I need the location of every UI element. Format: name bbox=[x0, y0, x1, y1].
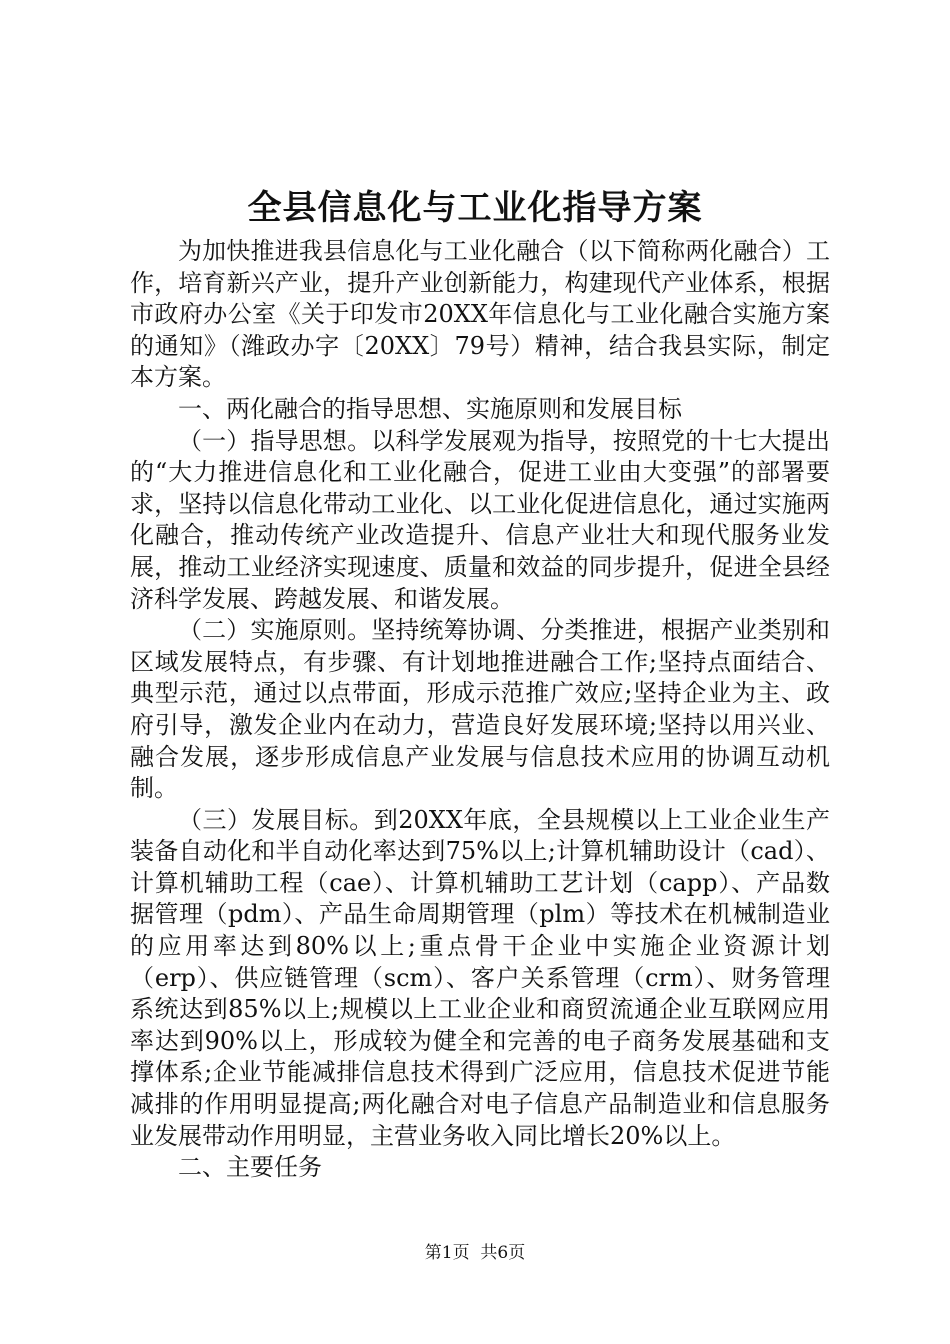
footer-gap bbox=[470, 1243, 481, 1263]
document-body bbox=[130, 236, 830, 1184]
section-heading-2: 二、主要任务 bbox=[178, 1153, 322, 1182]
page-total: 共6页 bbox=[480, 1243, 526, 1263]
guiding-thought-paragraph: （一）指导思想。以科学发展观为指导，按照党的十七大提出的“大力推进信息化和工业化融合，促进工业由大变强”的部署要求，坚持以信息化带动工业化、以工业化促进信息化，通过实施两化融合，推动传统产业改造提升、信息产业壮大和现代服务业发展，推动工业经济实现速度、质量和效益的同步提升，促进全县经济科学发展、跨越发展、和谐发展。 bbox=[130, 426, 830, 613]
page-footer bbox=[0, 1241, 950, 1265]
goals-paragraph: （三）发展目标。到20XX年底，全县规模以上工业企业生产装备自动化和半自动化率达到75%以上;计算机辅助设计（cad）、计算机辅助工程（cae）、计算机辅助工艺计划（capp）、产品数据管理（pdm）、产品生命周期管理（plm）等技术在机械制造业的应用率达到80%以上;重点骨干企业中实施企业资源计划（erp）、供应链管理（scm）、客户关系管理（crm）、财务管理系统达到85%以上;规模以上工业企业和商贸流通企业互联网应用率达到90%以上，形成较为健全和完善的电子商务发展基础和支撑体系;企业节能减排信息技术得到广泛应用，信息技术促进节能减排的作用明显提高;两化融合对电子信息产品制造业和信息服务业发展带动作用明显，主营业务收入同比增长20%以上。 bbox=[130, 805, 830, 1150]
principles-paragraph: （二）实施原则。坚持统筹协调、分类推进，根据产业类别和区域发展特点，有步骤、有计划地推进融合工作;坚持点面结合、典型示范，通过以点带面，形成示范推广效应;坚持企业为主、政府引导，激发企业内在动力，营造良好发展环境;坚持以用兴业、融合发展，逐步形成信息产业发展与信息技术应用的协调互动机制。 bbox=[130, 616, 830, 803]
intro-paragraph: 为加快推进我县信息化与工业化融合（以下简称两化融合）工作，培育新兴产业，提升产业创新能力，构建现代产业体系，根据市政府办公室《关于印发市20XX年信息化与工业化融合实施方案的通知》（潍政办字〔20XX〕79号）精神，结合我县实际，制定本方案。 bbox=[130, 237, 830, 392]
document-title: 全县信息化与工业化指导方案 bbox=[247, 188, 703, 228]
section-heading-1: 一、两化融合的指导思想、实施原则和发展目标 bbox=[178, 394, 682, 423]
page-number: 第1页 bbox=[424, 1243, 470, 1263]
